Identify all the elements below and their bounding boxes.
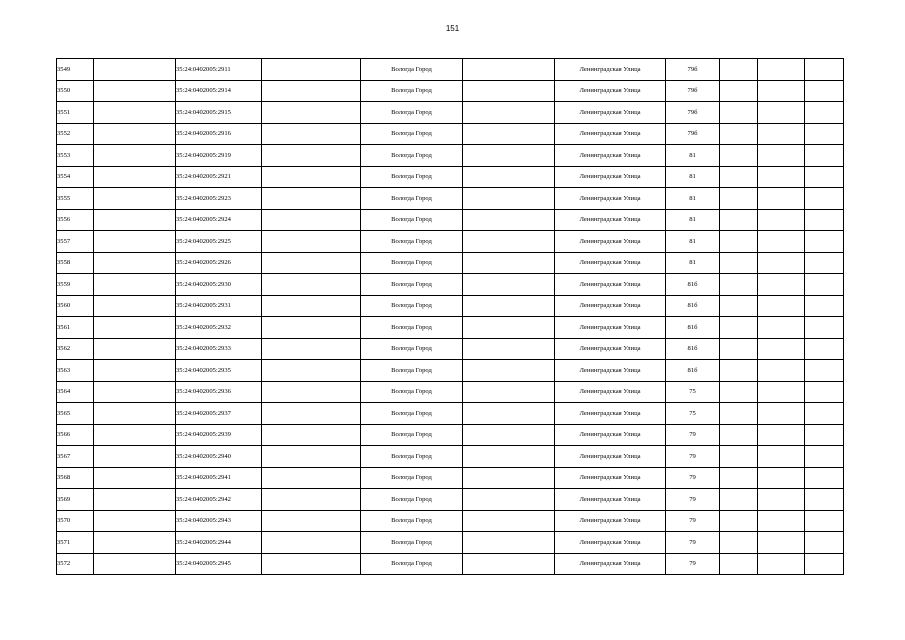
empty-cell — [94, 80, 176, 102]
empty-cell — [758, 166, 805, 188]
table-row — [57, 424, 844, 446]
empty-cell — [805, 123, 844, 145]
empty-cell — [262, 424, 361, 446]
row-number-cell: 3564 — [57, 381, 94, 403]
table-row — [57, 102, 844, 124]
empty-cell — [463, 123, 555, 145]
house-number-cell: 81 — [666, 231, 720, 253]
empty-cell — [720, 553, 758, 575]
house-number-cell: 81 — [666, 209, 720, 231]
empty-cell — [758, 188, 805, 210]
cadastral-number-cell: 35:24:0402005:2919 — [176, 145, 262, 167]
empty-cell — [94, 381, 176, 403]
house-number-cell: 81б — [666, 360, 720, 382]
cadastral-number-cell: 35:24:0402005:2936 — [176, 381, 262, 403]
row-number-cell: 3569 — [57, 489, 94, 511]
empty-cell — [805, 231, 844, 253]
street-cell: Ленинградская Улица — [555, 338, 666, 360]
empty-cell — [805, 252, 844, 274]
empty-cell — [94, 188, 176, 210]
empty-cell — [262, 446, 361, 468]
row-number-cell: 3566 — [57, 424, 94, 446]
empty-cell — [758, 360, 805, 382]
empty-cell — [720, 424, 758, 446]
registry-rows — [57, 59, 844, 575]
cadastral-number-cell: 35:24:0402005:2924 — [176, 209, 262, 231]
table-row — [57, 145, 844, 167]
street-cell: Ленинградская Улица — [555, 231, 666, 253]
empty-cell — [262, 381, 361, 403]
city-cell: Вологда Город — [361, 102, 463, 124]
empty-cell — [463, 424, 555, 446]
empty-cell — [720, 403, 758, 425]
empty-cell — [262, 102, 361, 124]
empty-cell — [720, 59, 758, 81]
empty-cell — [94, 102, 176, 124]
house-number-cell: 79 — [666, 532, 720, 554]
empty-cell — [805, 188, 844, 210]
empty-cell — [262, 467, 361, 489]
row-number-cell: 3556 — [57, 209, 94, 231]
row-number-cell: 3561 — [57, 317, 94, 339]
city-cell: Вологда Город — [361, 381, 463, 403]
street-cell: Ленинградская Улица — [555, 510, 666, 532]
table-row — [57, 80, 844, 102]
empty-cell — [720, 360, 758, 382]
empty-cell — [463, 553, 555, 575]
table-row — [57, 188, 844, 210]
empty-cell — [758, 102, 805, 124]
empty-cell — [758, 446, 805, 468]
empty-cell — [758, 295, 805, 317]
city-cell: Вологда Город — [361, 446, 463, 468]
empty-cell — [758, 467, 805, 489]
cadastral-number-cell: 35:24:0402005:2930 — [176, 274, 262, 296]
empty-cell — [720, 381, 758, 403]
house-number-cell: 75 — [666, 381, 720, 403]
cadastral-number-cell: 35:24:0402005:2923 — [176, 188, 262, 210]
cadastral-number-cell: 35:24:0402005:2943 — [176, 510, 262, 532]
house-number-cell: 81 — [666, 145, 720, 167]
empty-cell — [94, 510, 176, 532]
empty-cell — [262, 510, 361, 532]
empty-cell — [463, 510, 555, 532]
table-row — [57, 252, 844, 274]
street-cell: Ленинградская Улица — [555, 403, 666, 425]
city-cell: Вологда Город — [361, 532, 463, 554]
city-cell: Вологда Город — [361, 231, 463, 253]
empty-cell — [720, 252, 758, 274]
row-number-cell: 3570 — [57, 510, 94, 532]
cadastral-number-cell: 35:24:0402005:2915 — [176, 102, 262, 124]
empty-cell — [262, 403, 361, 425]
empty-cell — [262, 553, 361, 575]
empty-cell — [94, 467, 176, 489]
table-row — [57, 231, 844, 253]
city-cell: Вологда Город — [361, 252, 463, 274]
empty-cell — [94, 446, 176, 468]
table-row — [57, 360, 844, 382]
empty-cell — [805, 360, 844, 382]
empty-cell — [262, 489, 361, 511]
table-row — [57, 295, 844, 317]
empty-cell — [758, 145, 805, 167]
empty-cell — [758, 252, 805, 274]
row-number-cell: 3567 — [57, 446, 94, 468]
empty-cell — [94, 59, 176, 81]
table-row — [57, 489, 844, 511]
empty-cell — [262, 209, 361, 231]
row-number-cell: 3554 — [57, 166, 94, 188]
empty-cell — [463, 489, 555, 511]
empty-cell — [463, 467, 555, 489]
street-cell: Ленинградская Улица — [555, 252, 666, 274]
table-row — [57, 467, 844, 489]
empty-cell — [805, 510, 844, 532]
empty-cell — [262, 166, 361, 188]
cadastral-number-cell: 35:24:0402005:2942 — [176, 489, 262, 511]
row-number-cell: 3560 — [57, 295, 94, 317]
street-cell: Ленинградская Улица — [555, 424, 666, 446]
empty-cell — [720, 166, 758, 188]
city-cell: Вологда Город — [361, 424, 463, 446]
empty-cell — [758, 209, 805, 231]
table-row — [57, 274, 844, 296]
empty-cell — [463, 338, 555, 360]
row-number-cell: 3557 — [57, 231, 94, 253]
street-cell: Ленинградская Улица — [555, 123, 666, 145]
city-cell: Вологда Город — [361, 274, 463, 296]
city-cell: Вологда Город — [361, 188, 463, 210]
city-cell: Вологда Город — [361, 360, 463, 382]
cadastral-number-cell: 35:24:0402005:2916 — [176, 123, 262, 145]
empty-cell — [94, 338, 176, 360]
empty-cell — [720, 532, 758, 554]
empty-cell — [758, 274, 805, 296]
empty-cell — [758, 59, 805, 81]
empty-cell — [805, 295, 844, 317]
empty-cell — [805, 532, 844, 554]
empty-cell — [94, 166, 176, 188]
house-number-cell: 79 — [666, 489, 720, 511]
house-number-cell: 79 — [666, 446, 720, 468]
city-cell: Вологда Город — [361, 295, 463, 317]
empty-cell — [262, 59, 361, 81]
empty-cell — [805, 166, 844, 188]
empty-cell — [463, 317, 555, 339]
city-cell: Вологда Город — [361, 317, 463, 339]
empty-cell — [720, 209, 758, 231]
row-number-cell: 3565 — [57, 403, 94, 425]
empty-cell — [262, 532, 361, 554]
empty-cell — [94, 209, 176, 231]
empty-cell — [720, 102, 758, 124]
table-row — [57, 209, 844, 231]
empty-cell — [463, 166, 555, 188]
cadastral-number-cell: 35:24:0402005:2935 — [176, 360, 262, 382]
empty-cell — [262, 295, 361, 317]
cadastral-number-cell: 35:24:0402005:2925 — [176, 231, 262, 253]
empty-cell — [720, 489, 758, 511]
empty-cell — [758, 381, 805, 403]
empty-cell — [758, 424, 805, 446]
street-cell: Ленинградская Улица — [555, 446, 666, 468]
empty-cell — [262, 360, 361, 382]
table-row — [57, 532, 844, 554]
row-number-cell: 3553 — [57, 145, 94, 167]
house-number-cell: 79б — [666, 80, 720, 102]
empty-cell — [758, 510, 805, 532]
house-number-cell: 81 — [666, 188, 720, 210]
empty-cell — [758, 403, 805, 425]
page-number: 151 — [445, 24, 460, 33]
cadastral-number-cell: 35:24:0402005:2921 — [176, 166, 262, 188]
city-cell: Вологда Город — [361, 489, 463, 511]
house-number-cell: 79б — [666, 123, 720, 145]
row-number-cell: 3550 — [57, 80, 94, 102]
empty-cell — [805, 489, 844, 511]
empty-cell — [758, 532, 805, 554]
street-cell: Ленинградская Улица — [555, 360, 666, 382]
city-cell: Вологда Город — [361, 166, 463, 188]
empty-cell — [463, 274, 555, 296]
row-number-cell: 3552 — [57, 123, 94, 145]
empty-cell — [94, 317, 176, 339]
empty-cell — [94, 123, 176, 145]
row-number-cell: 3551 — [57, 102, 94, 124]
empty-cell — [463, 446, 555, 468]
cadastral-number-cell: 35:24:0402005:2931 — [176, 295, 262, 317]
row-number-cell: 3559 — [57, 274, 94, 296]
city-cell: Вологда Город — [361, 338, 463, 360]
empty-cell — [758, 317, 805, 339]
row-number-cell: 3571 — [57, 532, 94, 554]
empty-cell — [262, 123, 361, 145]
city-cell: Вологда Город — [361, 145, 463, 167]
empty-cell — [720, 80, 758, 102]
empty-cell — [262, 80, 361, 102]
empty-cell — [805, 467, 844, 489]
empty-cell — [720, 317, 758, 339]
empty-cell — [805, 274, 844, 296]
table-row — [57, 317, 844, 339]
empty-cell — [720, 274, 758, 296]
empty-cell — [463, 209, 555, 231]
city-cell: Вологда Город — [361, 467, 463, 489]
empty-cell — [463, 295, 555, 317]
street-cell: Ленинградская Улица — [555, 80, 666, 102]
street-cell: Ленинградская Улица — [555, 166, 666, 188]
table-row — [57, 403, 844, 425]
house-number-cell: 81б — [666, 295, 720, 317]
street-cell: Ленинградская Улица — [555, 59, 666, 81]
cadastral-number-cell: 35:24:0402005:2933 — [176, 338, 262, 360]
empty-cell — [805, 59, 844, 81]
empty-cell — [758, 489, 805, 511]
empty-cell — [805, 403, 844, 425]
city-cell: Вологда Город — [361, 209, 463, 231]
empty-cell — [720, 123, 758, 145]
empty-cell — [805, 209, 844, 231]
street-cell: Ленинградская Улица — [555, 489, 666, 511]
empty-cell — [262, 252, 361, 274]
city-cell: Вологда Город — [361, 510, 463, 532]
empty-cell — [720, 338, 758, 360]
empty-cell — [720, 446, 758, 468]
cadastral-number-cell: 35:24:0402005:2940 — [176, 446, 262, 468]
city-cell: Вологда Город — [361, 59, 463, 81]
empty-cell — [720, 188, 758, 210]
empty-cell — [262, 231, 361, 253]
empty-cell — [463, 532, 555, 554]
cadastral-number-cell: 35:24:0402005:2939 — [176, 424, 262, 446]
empty-cell — [805, 553, 844, 575]
empty-cell — [720, 510, 758, 532]
empty-cell — [262, 338, 361, 360]
house-number-cell: 81б — [666, 317, 720, 339]
empty-cell — [262, 317, 361, 339]
city-cell: Вологда Город — [361, 403, 463, 425]
empty-cell — [463, 59, 555, 81]
empty-cell — [94, 295, 176, 317]
house-number-cell: 79б — [666, 59, 720, 81]
house-number-cell: 81 — [666, 166, 720, 188]
empty-cell — [720, 295, 758, 317]
cadastral-number-cell: 35:24:0402005:2914 — [176, 80, 262, 102]
empty-cell — [720, 467, 758, 489]
empty-cell — [463, 188, 555, 210]
empty-cell — [805, 424, 844, 446]
street-cell: Ленинградская Улица — [555, 553, 666, 575]
table-row — [57, 59, 844, 81]
empty-cell — [94, 489, 176, 511]
empty-cell — [463, 231, 555, 253]
city-cell: Вологда Город — [361, 80, 463, 102]
cadastral-number-cell: 35:24:0402005:2911 — [176, 59, 262, 81]
house-number-cell: 79б — [666, 102, 720, 124]
cadastral-number-cell: 35:24:0402005:2941 — [176, 467, 262, 489]
street-cell: Ленинградская Улица — [555, 467, 666, 489]
house-number-cell: 81б — [666, 274, 720, 296]
row-number-cell: 3562 — [57, 338, 94, 360]
empty-cell — [94, 252, 176, 274]
empty-cell — [720, 145, 758, 167]
table-row — [57, 166, 844, 188]
house-number-cell: 81 — [666, 252, 720, 274]
empty-cell — [94, 360, 176, 382]
row-number-cell: 3558 — [57, 252, 94, 274]
street-cell: Ленинградская Улица — [555, 532, 666, 554]
street-cell: Ленинградская Улица — [555, 188, 666, 210]
empty-cell — [463, 403, 555, 425]
empty-cell — [758, 338, 805, 360]
house-number-cell: 81б — [666, 338, 720, 360]
empty-cell — [720, 231, 758, 253]
city-cell: Вологда Город — [361, 123, 463, 145]
empty-cell — [94, 274, 176, 296]
row-number-cell: 3563 — [57, 360, 94, 382]
cadastral-number-cell: 35:24:0402005:2944 — [176, 532, 262, 554]
table-row — [57, 446, 844, 468]
table-row — [57, 510, 844, 532]
cadastral-number-cell: 35:24:0402005:2937 — [176, 403, 262, 425]
empty-cell — [758, 80, 805, 102]
empty-cell — [805, 338, 844, 360]
house-number-cell: 79 — [666, 510, 720, 532]
empty-cell — [262, 274, 361, 296]
empty-cell — [94, 532, 176, 554]
empty-cell — [94, 553, 176, 575]
row-number-cell: 3568 — [57, 467, 94, 489]
cadastral-number-cell: 35:24:0402005:2932 — [176, 317, 262, 339]
empty-cell — [94, 145, 176, 167]
empty-cell — [463, 80, 555, 102]
house-number-cell: 75 — [666, 403, 720, 425]
street-cell: Ленинградская Улица — [555, 102, 666, 124]
row-number-cell: 3549 — [57, 59, 94, 81]
empty-cell — [805, 317, 844, 339]
empty-cell — [805, 80, 844, 102]
table-row — [57, 553, 844, 575]
empty-cell — [805, 381, 844, 403]
empty-cell — [262, 145, 361, 167]
street-cell: Ленинградская Улица — [555, 381, 666, 403]
row-number-cell: 3555 — [57, 188, 94, 210]
table-row — [57, 338, 844, 360]
city-cell: Вологда Город — [361, 553, 463, 575]
empty-cell — [94, 424, 176, 446]
empty-cell — [262, 188, 361, 210]
empty-cell — [758, 231, 805, 253]
street-cell: Ленинградская Улица — [555, 295, 666, 317]
house-number-cell: 79 — [666, 424, 720, 446]
empty-cell — [463, 252, 555, 274]
empty-cell — [805, 102, 844, 124]
empty-cell — [805, 145, 844, 167]
empty-cell — [94, 403, 176, 425]
street-cell: Ленинградская Улица — [555, 145, 666, 167]
house-number-cell: 79 — [666, 553, 720, 575]
registry-table — [56, 58, 844, 575]
cadastral-number-cell: 35:24:0402005:2945 — [176, 553, 262, 575]
empty-cell — [463, 381, 555, 403]
table-row — [57, 123, 844, 145]
table-row — [57, 381, 844, 403]
empty-cell — [758, 123, 805, 145]
empty-cell — [758, 553, 805, 575]
empty-cell — [463, 102, 555, 124]
empty-cell — [463, 145, 555, 167]
house-number-cell: 79 — [666, 467, 720, 489]
empty-cell — [94, 231, 176, 253]
street-cell: Ленинградская Улица — [555, 274, 666, 296]
empty-cell — [463, 360, 555, 382]
cadastral-number-cell: 35:24:0402005:2926 — [176, 252, 262, 274]
street-cell: Ленинградская Улица — [555, 209, 666, 231]
row-number-cell: 3572 — [57, 553, 94, 575]
empty-cell — [805, 446, 844, 468]
street-cell: Ленинградская Улица — [555, 317, 666, 339]
